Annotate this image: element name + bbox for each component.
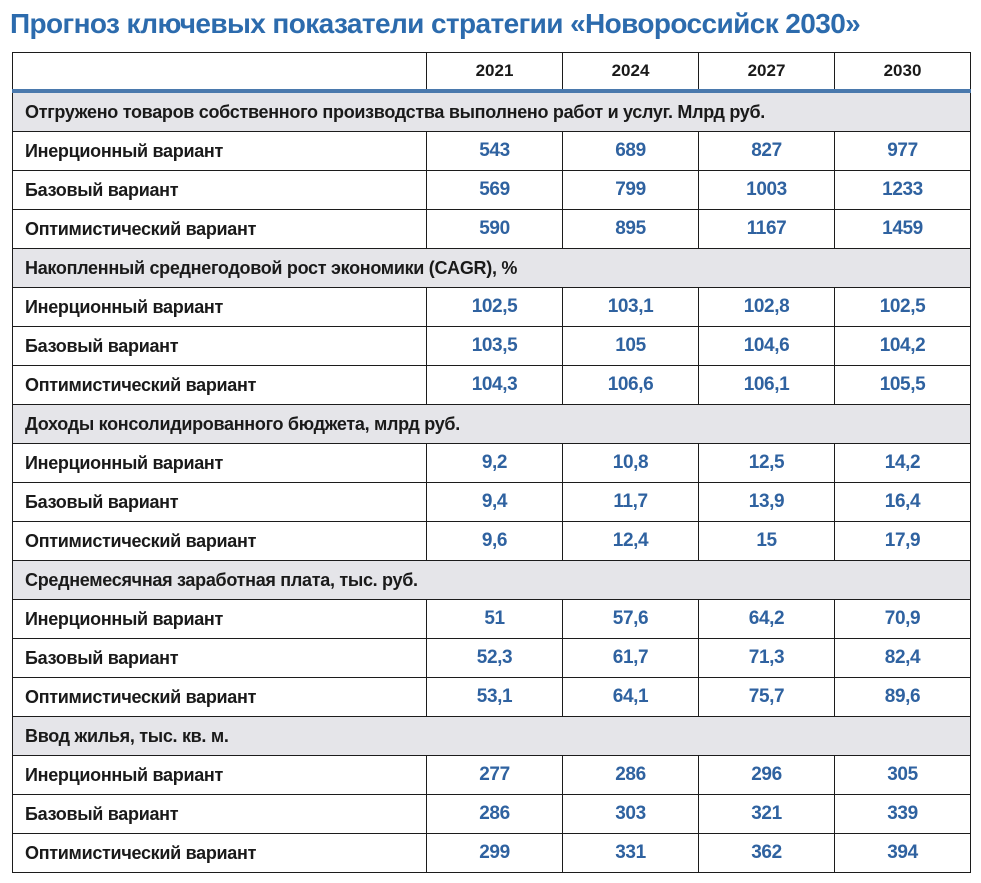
- section-header-row: [13, 717, 971, 756]
- column-header-year: 2030: [835, 53, 971, 92]
- value-cell: 64,2: [699, 600, 835, 639]
- row-label: Оптимистический вариант: [13, 366, 427, 405]
- table-row: [13, 171, 971, 210]
- value-cell: 1233: [835, 171, 971, 210]
- table-row: [13, 288, 971, 327]
- row-label: Базовый вариант: [13, 327, 427, 366]
- value-cell: 305: [835, 756, 971, 795]
- value-cell: 286: [427, 795, 563, 834]
- section-header-row: [13, 405, 971, 444]
- value-cell: 104,3: [427, 366, 563, 405]
- value-cell: 1459: [835, 210, 971, 249]
- table-row: [13, 327, 971, 366]
- value-cell: 12,4: [563, 522, 699, 561]
- value-cell: 14,2: [835, 444, 971, 483]
- section-title: Доходы консолидированного бюджета, млрд руб.: [13, 405, 971, 444]
- header-row: [13, 53, 971, 92]
- page-title: Прогноз ключевых показатели стратегии «Новороссийск 2030»: [10, 8, 861, 39]
- value-cell: 104,2: [835, 327, 971, 366]
- value-cell: 543: [427, 132, 563, 171]
- row-label: Инерционный вариант: [13, 444, 427, 483]
- value-cell: 82,4: [835, 639, 971, 678]
- section-header-row: [13, 91, 971, 132]
- row-label: Базовый вариант: [13, 639, 427, 678]
- value-cell: 13,9: [699, 483, 835, 522]
- table-row: [13, 132, 971, 171]
- value-cell: 299: [427, 834, 563, 873]
- value-cell: 1167: [699, 210, 835, 249]
- value-cell: 12,5: [699, 444, 835, 483]
- row-label: Оптимистический вариант: [13, 678, 427, 717]
- section-title: Накопленный среднегодовой рост экономики (CAGR), %: [13, 249, 971, 288]
- value-cell: 71,3: [699, 639, 835, 678]
- row-label: Базовый вариант: [13, 171, 427, 210]
- table-row: [13, 600, 971, 639]
- value-cell: 827: [699, 132, 835, 171]
- value-cell: 17,9: [835, 522, 971, 561]
- value-cell: 303: [563, 795, 699, 834]
- value-cell: 895: [563, 210, 699, 249]
- value-cell: 394: [835, 834, 971, 873]
- table-row: [13, 795, 971, 834]
- column-header-year: 2021: [427, 53, 563, 92]
- value-cell: 11,7: [563, 483, 699, 522]
- value-cell: 51: [427, 600, 563, 639]
- value-cell: 689: [563, 132, 699, 171]
- value-cell: 277: [427, 756, 563, 795]
- row-label: Оптимистический вариант: [13, 522, 427, 561]
- row-label: Оптимистический вариант: [13, 834, 427, 873]
- value-cell: 339: [835, 795, 971, 834]
- row-label: Оптимистический вариант: [13, 210, 427, 249]
- value-cell: 362: [699, 834, 835, 873]
- row-label: Инерционный вариант: [13, 132, 427, 171]
- value-cell: 10,8: [563, 444, 699, 483]
- value-cell: 16,4: [835, 483, 971, 522]
- value-cell: 9,4: [427, 483, 563, 522]
- value-cell: 569: [427, 171, 563, 210]
- table-row: [13, 444, 971, 483]
- value-cell: 103,1: [563, 288, 699, 327]
- value-cell: 799: [563, 171, 699, 210]
- value-cell: 1003: [699, 171, 835, 210]
- row-label: Базовый вариант: [13, 795, 427, 834]
- value-cell: 61,7: [563, 639, 699, 678]
- value-cell: 52,3: [427, 639, 563, 678]
- value-cell: 102,5: [835, 288, 971, 327]
- value-cell: 106,6: [563, 366, 699, 405]
- table-row: [13, 522, 971, 561]
- section-title: Среднемесячная заработная плата, тыс. руб.: [13, 561, 971, 600]
- value-cell: 9,6: [427, 522, 563, 561]
- value-cell: 331: [563, 834, 699, 873]
- value-cell: 89,6: [835, 678, 971, 717]
- value-cell: 105: [563, 327, 699, 366]
- header-corner-cell: [13, 53, 427, 92]
- value-cell: 321: [699, 795, 835, 834]
- value-cell: 70,9: [835, 600, 971, 639]
- table-row: [13, 483, 971, 522]
- column-header-year: 2024: [563, 53, 699, 92]
- column-header-year: 2027: [699, 53, 835, 92]
- forecast-table-body: [13, 53, 971, 873]
- table-row: [13, 210, 971, 249]
- value-cell: 590: [427, 210, 563, 249]
- value-cell: 53,1: [427, 678, 563, 717]
- value-cell: 106,1: [699, 366, 835, 405]
- value-cell: 9,2: [427, 444, 563, 483]
- forecast-table: [12, 52, 971, 873]
- value-cell: 296: [699, 756, 835, 795]
- row-label: Инерционный вариант: [13, 600, 427, 639]
- section-title: Отгружено товаров собственного производства выполнено работ и услуг. Млрд руб.: [13, 91, 971, 132]
- row-label: Инерционный вариант: [13, 288, 427, 327]
- table-row: [13, 678, 971, 717]
- value-cell: 104,6: [699, 327, 835, 366]
- value-cell: 977: [835, 132, 971, 171]
- section-title: Ввод жилья, тыс. кв. м.: [13, 717, 971, 756]
- value-cell: 15: [699, 522, 835, 561]
- value-cell: 75,7: [699, 678, 835, 717]
- table-row: [13, 756, 971, 795]
- value-cell: 105,5: [835, 366, 971, 405]
- value-cell: 286: [563, 756, 699, 795]
- value-cell: 103,5: [427, 327, 563, 366]
- section-header-row: [13, 561, 971, 600]
- row-label: Инерционный вариант: [13, 756, 427, 795]
- value-cell: 64,1: [563, 678, 699, 717]
- row-label: Базовый вариант: [13, 483, 427, 522]
- section-header-row: [13, 249, 971, 288]
- table-row: [13, 639, 971, 678]
- value-cell: 57,6: [563, 600, 699, 639]
- value-cell: 102,8: [699, 288, 835, 327]
- table-row: [13, 834, 971, 873]
- table-row: [13, 366, 971, 405]
- value-cell: 102,5: [427, 288, 563, 327]
